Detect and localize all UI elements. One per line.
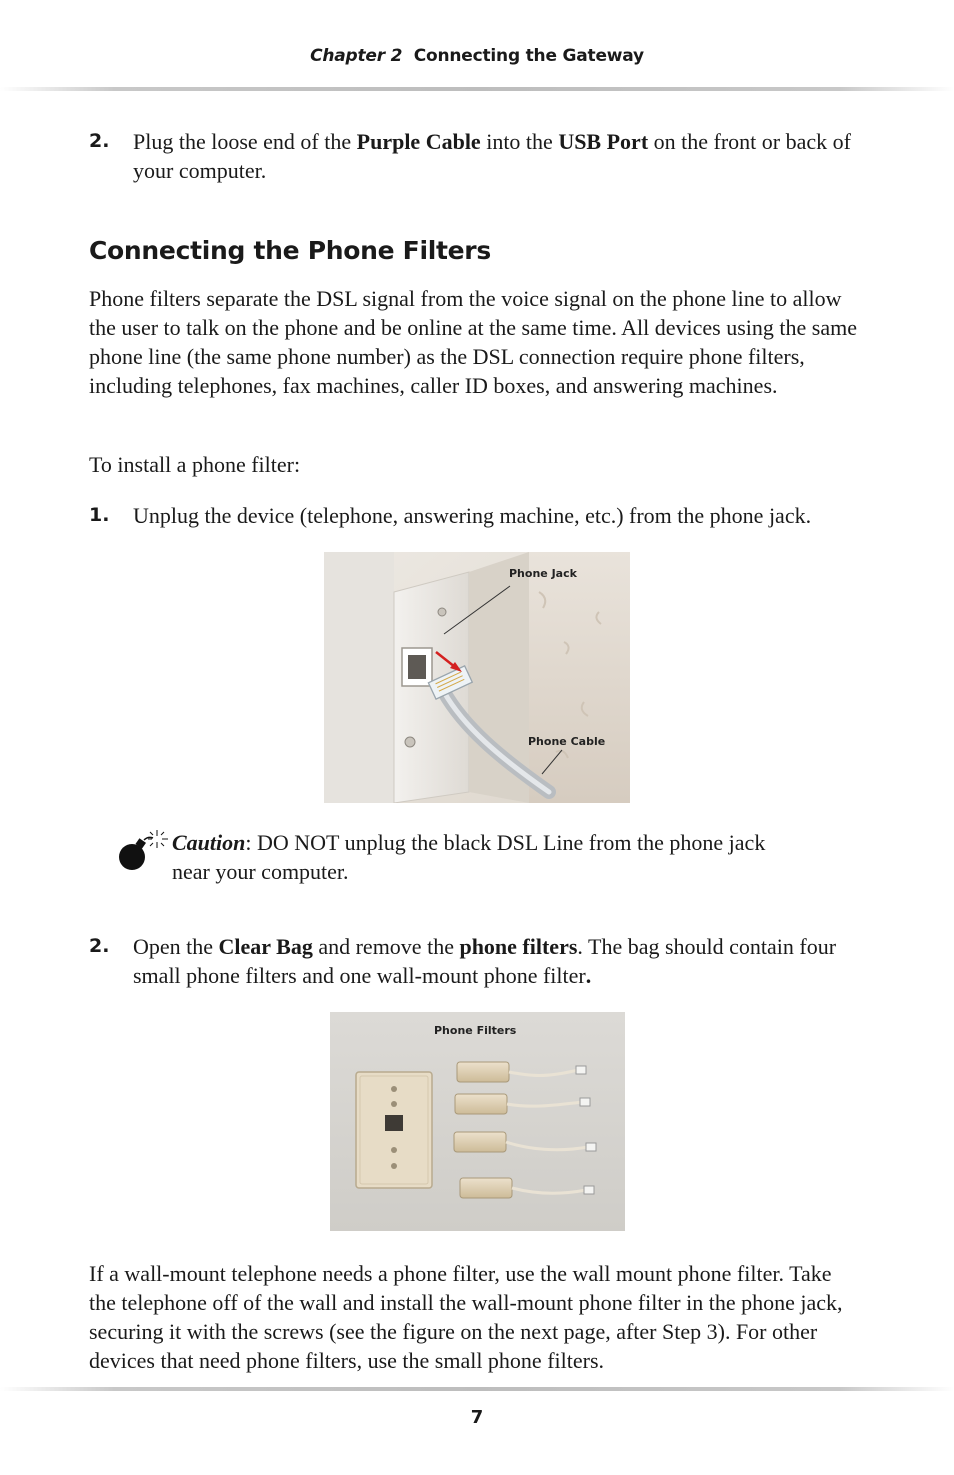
phone-filters-illustration [330, 1012, 625, 1231]
phone-filters-photo [330, 1012, 625, 1231]
section-heading: Connecting the Phone Filters [89, 236, 491, 265]
lead-in-text: To install a phone filter: [89, 452, 301, 477]
caution-label: Caution [172, 830, 246, 855]
caution-text [172, 828, 782, 886]
header-chapter-label: Chapter 2 [310, 46, 403, 66]
phone-cable-label: Phone Cable [528, 735, 606, 748]
purple-cable-term: Purple Cable [356, 129, 481, 154]
phone-jack-illustration [324, 552, 630, 803]
step-text-part: and remove the [312, 934, 460, 959]
step-text-part: Plug the loose end of the [133, 129, 357, 154]
phone-jack-photo [324, 552, 630, 803]
usb-port-term: USB Port [558, 129, 649, 154]
footer-rule [0, 1387, 954, 1391]
intro-paragraph: Phone filters separate the DSL signal from the voice signal on the phone line to allow the user to talk on the phone and be online at the same time. All devices using the same phone line (the same phone number) as the DSL connection require phone filters, including telephones, fax machines, caller ID boxes, and answering machines. [89, 286, 857, 398]
phone-filters-label: Phone Filters [434, 1024, 517, 1037]
caution-message: : DO NOT unplug the black DSL Line from the phone jack near your computer. [172, 830, 766, 884]
header-title: Connecting the Gateway [413, 46, 644, 66]
step-number: 2. [89, 130, 110, 152]
step-text [133, 127, 863, 185]
closing-paragraph: If a wall-mount telephone needs a phone filter, use the wall mount phone filter. Take the telephone off of the wall and install the wall-mount phone filter in the phone jack, securing it with the screws (see the figure on the next page, after Step 3). For other devices that need phone filters, use the small phone filters. [89, 1261, 843, 1373]
step-text: Unplug the device (telephone, answering machine, etc.) from the phone jack. [133, 503, 812, 528]
page-number: 7 [470, 1407, 484, 1428]
phone-filters-term: phone filters [459, 934, 578, 959]
step-number: 1. [89, 504, 110, 526]
step-text-part: into the [480, 129, 559, 154]
step-text-part: . The bag should contain four small phone filters and one wall-mount phone filter [133, 934, 837, 988]
step-number: 2. [89, 935, 110, 957]
bomb-icon [117, 828, 173, 877]
clear-bag-term: Clear Bag [218, 934, 313, 959]
phone-jack-label: Phone Jack [509, 567, 577, 580]
header-rule [0, 87, 954, 91]
step-text [133, 932, 863, 990]
step-text-part: Open the [133, 934, 219, 959]
step-text-part: on the front or back of your computer. [133, 129, 851, 183]
running-header [0, 46, 954, 66]
step-text-period: . [585, 963, 592, 988]
